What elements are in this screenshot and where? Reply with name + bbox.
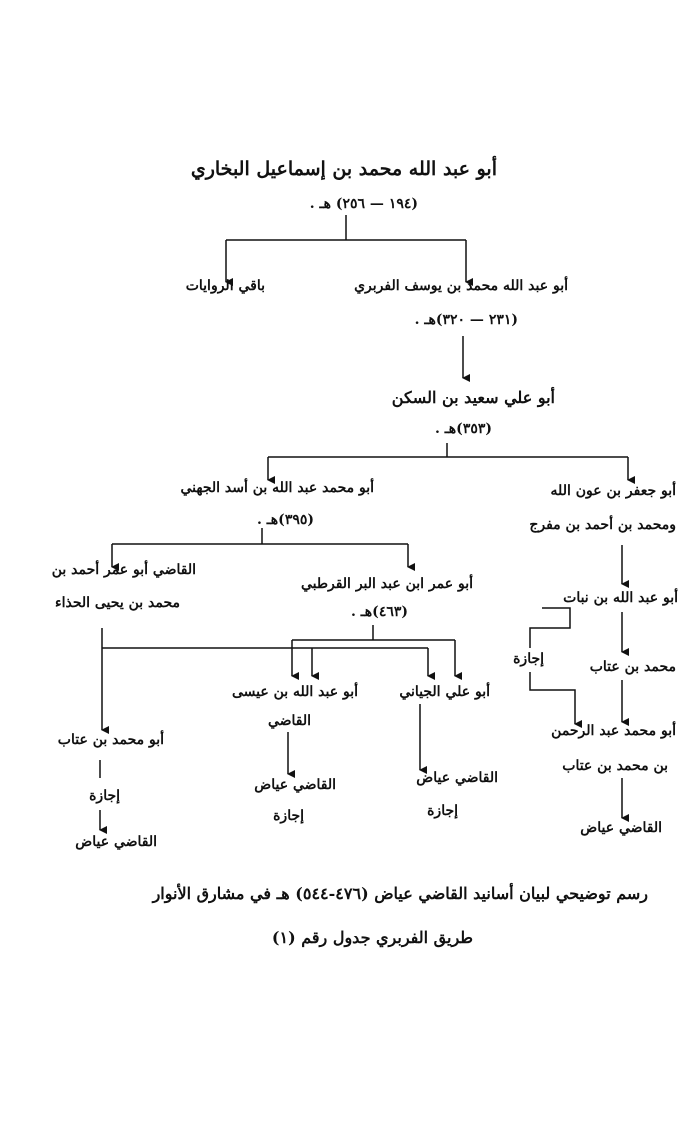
abd-alrahman-line2: بن محمد بن عتاب — [562, 758, 668, 774]
iyad-left: القاضي عياض — [75, 834, 157, 850]
hadhdha-line2: محمد بن يحيى الحذاء — [55, 595, 180, 611]
firabri-dates: (٢٣١ — ٣٢٠)هـ . — [414, 312, 518, 328]
jayyani-name: أبو علي الجياني — [399, 684, 490, 700]
ijaza-middle-right: إجازة — [427, 803, 458, 819]
ibn-abd-albarr-name: أبو عمر ابن عبد البر القرطبي — [300, 576, 473, 592]
ibn-attab-right: محمد بن عتاب — [589, 659, 676, 675]
ibn-awn-line2: ومحمد بن أحمد بن مفرج — [529, 517, 676, 533]
ibn-attab-left: أبو محمد بن عتاب — [57, 732, 164, 748]
ijaza-middle-left: إجازة — [273, 808, 304, 824]
juhani-dates: (٣٩٥)هـ . — [256, 512, 314, 528]
ijaza-left: إجازة — [89, 788, 120, 804]
ibn-isa-line2: القاضي — [267, 713, 311, 729]
iyad-right: القاضي عياض — [580, 820, 662, 836]
ijaza-right: إجازة — [513, 651, 544, 667]
iyad-middle-right: القاضي عياض — [416, 770, 498, 786]
ibn-nabat-name: أبو عبد الله بن نبات — [563, 590, 678, 606]
ibn-alsakan-name: أبو علي سعيد بن السكن — [391, 388, 555, 407]
connector-line — [530, 672, 575, 724]
ibn-alsakan-dates: (٣٥٣)هـ . — [434, 421, 492, 437]
ibn-abd-albarr-dates: (٤٦٣)هـ . — [350, 604, 408, 620]
firabri-name: أبو عبد الله محمد بن يوسف الفربري — [354, 278, 568, 294]
juhani-name: أبو محمد عبد الله بن أسد الجهني — [180, 480, 374, 496]
root-name: أبو عبد الله محمد بن إسماعيل البخاري — [190, 158, 497, 180]
ibn-isa-line1: أبو عبد الله بن عيسى — [231, 684, 358, 700]
connector-line — [530, 608, 570, 648]
caption-line2: طريق الفربري جدول رقم (١) — [271, 928, 473, 947]
root-dates: (١٩٤ — ٢٥٦) هـ . — [309, 196, 418, 212]
iyad-middle-left: القاضي عياض — [254, 777, 336, 793]
other-narrations: باقي الروايات — [185, 278, 265, 294]
abd-alrahman-line1: أبو محمد عبد الرحمن — [551, 723, 676, 739]
ibn-awn-line1: أبو جعفر بن عون الله — [550, 483, 676, 499]
hadhdha-line1: القاضي أبو عمر أحمد بن — [51, 562, 196, 578]
caption-line1: رسم توضيحي لبيان أسانيد القاضي عياض (٤٧٦-٥٤٤) هـ في مشارق الأنوار — [152, 884, 648, 903]
